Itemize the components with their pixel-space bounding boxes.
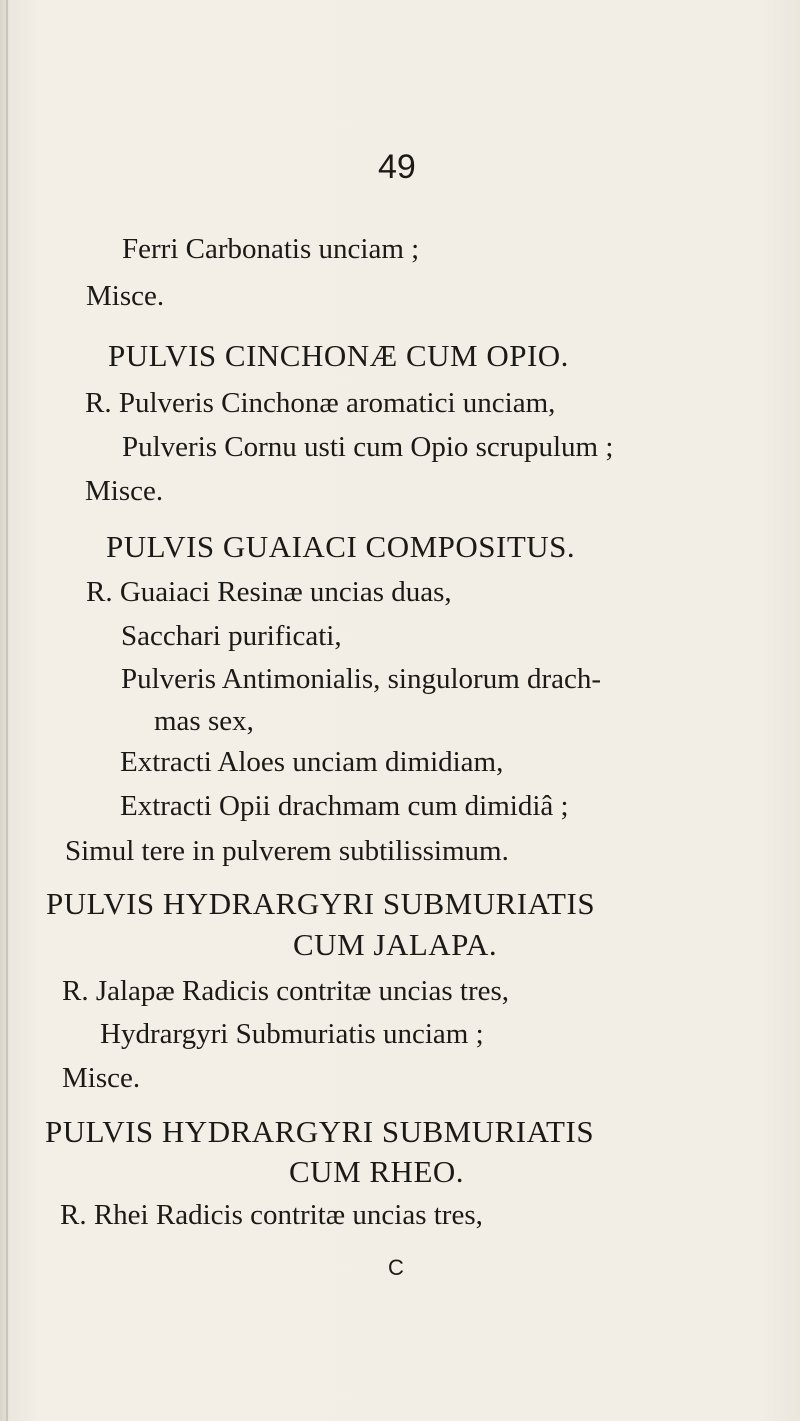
section-heading: PULVIS GUAIACI COMPOSITUS. (106, 529, 576, 564)
page-edge (6, 0, 8, 1421)
page-number: 49 (378, 148, 416, 186)
text-line: Extracti Aloes unciam dimidiam, (120, 746, 504, 778)
signature-mark: C (388, 1255, 404, 1280)
section-heading: CUM RHEO. (289, 1154, 465, 1189)
text-line: Hydrargyri Submuriatis unciam ; (100, 1018, 484, 1050)
text-line: R. Jalapæ Radicis contritæ uncias tres, (62, 975, 510, 1007)
section-heading: PULVIS CINCHONÆ CUM OPIO. (108, 338, 569, 373)
section-heading: PULVIS HYDRARGYRI SUBMURIATIS (46, 886, 596, 921)
section-heading: PULVIS HYDRARGYRI SUBMURIATIS (45, 1114, 595, 1149)
text-line: Ferri Carbonatis unciam ; (122, 233, 420, 265)
section-heading: CUM JALAPA. (293, 927, 498, 962)
text-line: Extracti Opii drachmam cum dimidiâ ; (120, 790, 569, 822)
text-line: Pulveris Antimonialis, singulorum drach- (121, 663, 602, 695)
text-line: Misce. (85, 475, 164, 507)
text-line: Pulveris Cornu usti cum Opio scrupulum ; (122, 431, 614, 463)
text-line: Misce. (86, 280, 165, 312)
text-line: R. Guaiaci Resinæ uncias duas, (86, 576, 452, 608)
text-line: mas sex, (154, 705, 254, 737)
text-line: R. Pulveris Cinchonæ aromatici unciam, (85, 387, 556, 419)
text-line: Misce. (62, 1062, 141, 1094)
text-line: R. Rhei Radicis contritæ uncias tres, (60, 1199, 483, 1231)
text-line: Simul tere in pulverem subtilissimum. (65, 835, 509, 867)
text-line: Sacchari purificati, (121, 620, 342, 652)
